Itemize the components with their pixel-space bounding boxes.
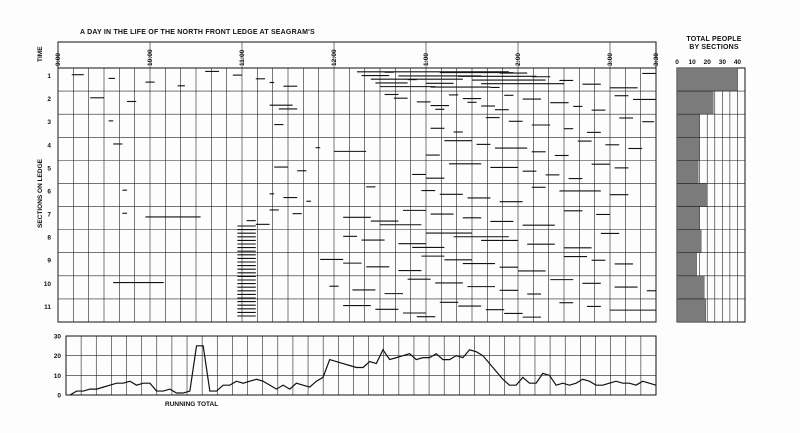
time-tick-label: 3:30	[653, 52, 660, 66]
side-tick-label: 0	[675, 59, 679, 66]
section-label: 8	[47, 234, 51, 242]
section-label: 7	[47, 211, 51, 219]
side-tick-label: 30	[718, 59, 726, 66]
side-bar	[677, 183, 707, 206]
section-label: 4	[47, 142, 51, 150]
section-label: 9	[47, 257, 51, 265]
side-title-line1: TOTAL PEOPLE	[686, 36, 742, 43]
running-frame	[66, 336, 656, 395]
running-total-label: RUNNING TOTAL	[165, 401, 219, 408]
time-tick-label: 2:00	[515, 52, 522, 66]
running-ytick-label: 10	[53, 372, 61, 380]
time-tick-label: 11:00	[239, 49, 246, 66]
side-bar	[677, 299, 706, 322]
running-ytick-label: 20	[53, 353, 61, 361]
sections-axis-label: SECTIONS ON LEDGE	[37, 159, 44, 228]
time-tick-label: 3:00	[607, 52, 614, 66]
side-bar	[677, 91, 713, 114]
side-bar	[677, 68, 737, 91]
section-label: 5	[47, 165, 51, 173]
time-tick-label: 10:00	[147, 49, 154, 66]
section-label: 11	[44, 303, 51, 311]
side-tick-label: 20	[703, 59, 711, 66]
side-bar	[677, 137, 700, 160]
side-tick-label: 10	[688, 59, 696, 66]
time-tick-label: 12:00	[331, 49, 338, 66]
side-bar	[677, 230, 701, 253]
running-ytick-label: 0	[57, 392, 61, 400]
running-ytick-label: 30	[53, 333, 61, 341]
section-label: 1	[47, 73, 51, 80]
running-total-line	[70, 346, 656, 395]
section-label: 6	[47, 188, 51, 196]
section-label: 10	[43, 280, 51, 288]
time-tick-label: 9:00	[55, 52, 62, 66]
side-bar	[677, 160, 698, 183]
side-bar	[677, 253, 697, 276]
side-title-line2: BY SECTIONS	[689, 44, 739, 51]
chart-title: A DAY IN THE LIFE OF THE NORTH FRONT LEDGE AT SEAGRAM'S	[80, 29, 315, 36]
side-bar	[677, 207, 700, 230]
time-axis-label: TIME	[37, 46, 44, 62]
section-label: 2	[47, 96, 51, 104]
side-tick-label: 40	[733, 59, 742, 66]
side-bar	[677, 114, 700, 137]
section-label: 3	[47, 119, 51, 127]
time-tick-label: 1:00	[423, 52, 430, 66]
side-bar	[677, 276, 704, 299]
